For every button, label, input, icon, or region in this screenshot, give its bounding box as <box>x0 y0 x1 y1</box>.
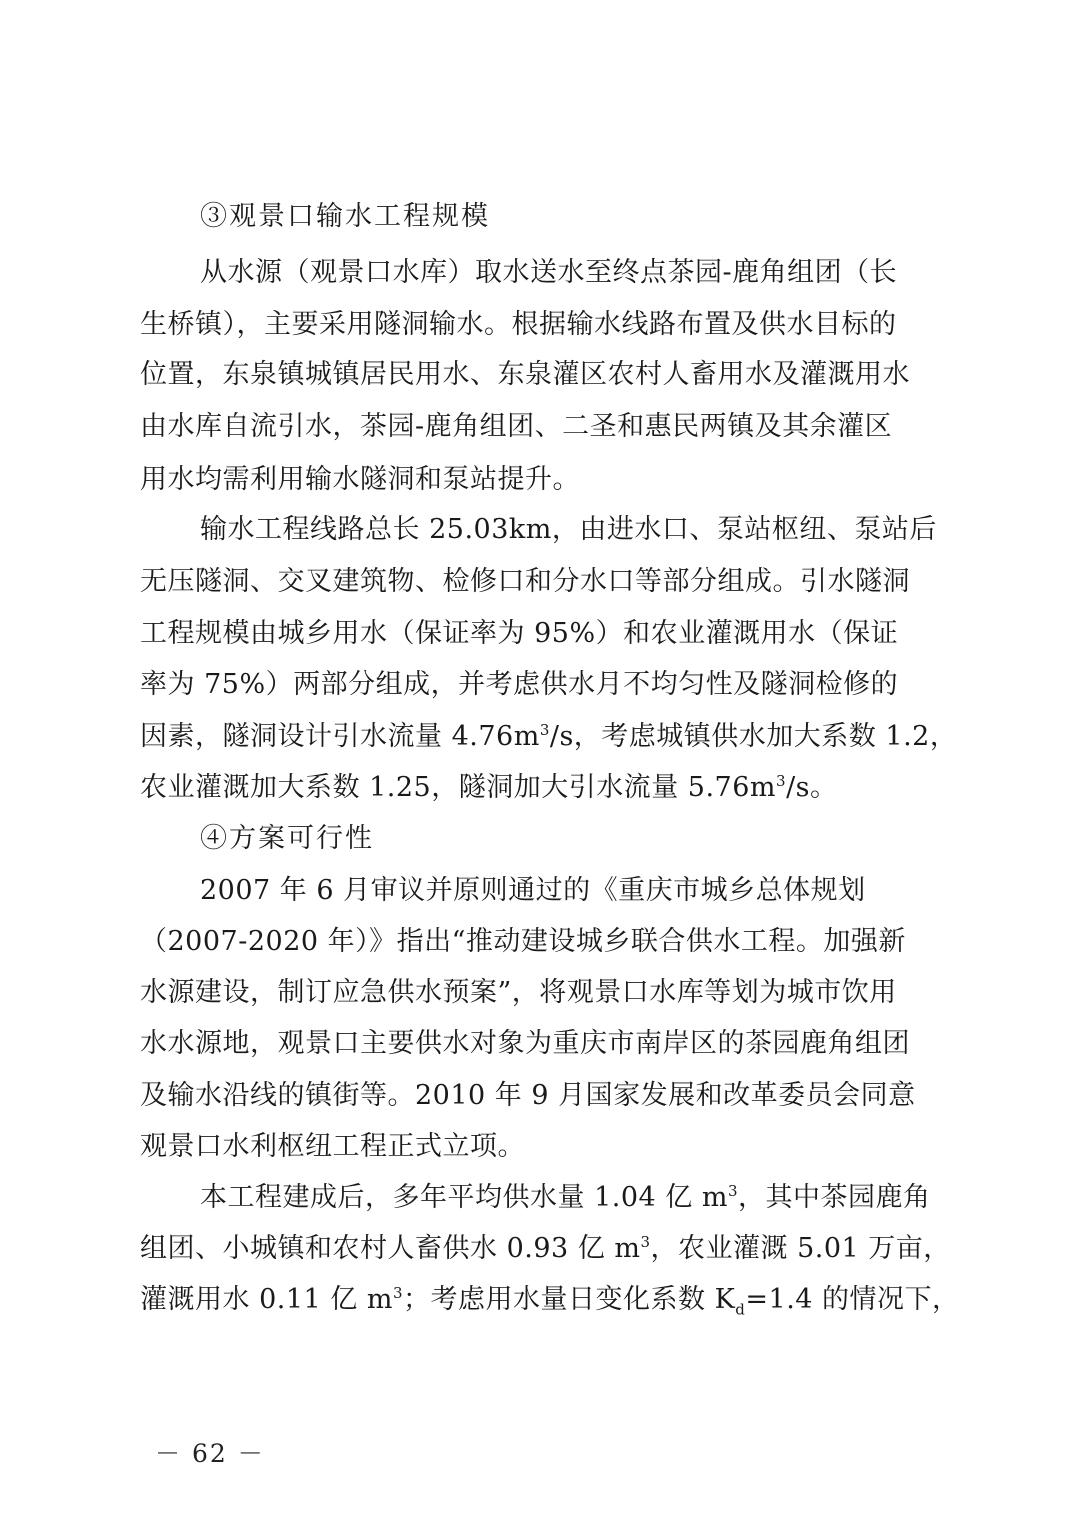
text-run: 因素，隧洞设计引水流量 4.76m <box>140 721 540 752</box>
paragraph-line: 水源建设，制订应急供水预案”，将观景口水库等划为城市饮用 <box>140 977 897 1008</box>
paragraph-line: 从水源（观景口水库）取水送水至终点茶园-鹿角组团（长 <box>200 257 898 288</box>
paragraph-line: 生桥镇），主要采用隧洞输水。根据输水线路布置及供水目标的 <box>140 309 897 340</box>
text-run: 组团、小城镇和农村人畜供水 0.93 亿 m <box>140 1233 641 1264</box>
paragraph-line: 无压隧洞、交叉建筑物、检修口和分水口等部分组成。引水隧洞 <box>140 566 910 597</box>
page-number: － 62 － <box>155 1439 265 1468</box>
paragraph-line: 观景口水利枢纽工程正式立项。 <box>140 1131 525 1162</box>
text-run: 本工程建成后，多年平均供水量 1.04 亿 m <box>200 1182 728 1213</box>
text-run: /s。 <box>786 772 838 803</box>
paragraph-line <box>140 768 935 808</box>
paragraph-line: 输水工程线路总长 25.03km，由进水口、泵站枢纽、泵站后 <box>200 514 937 545</box>
paragraph-line <box>140 1280 960 1320</box>
paragraph-line: 率为 75%）两部分组成，并考虑供水月不均匀性及隧洞检修的 <box>140 669 899 700</box>
paragraph-line: 及输水沿线的镇街等。2010 年 9 月国家发展和改革委员会同意 <box>140 1080 916 1111</box>
superscript: 3 <box>392 1284 404 1302</box>
paragraph-line <box>140 717 958 757</box>
text-run: ；考虑用水量日变化系数 K <box>403 1284 736 1315</box>
text-run: ，其中茶园鹿角 <box>738 1182 931 1213</box>
paragraph-line <box>140 1229 951 1269</box>
text-run: ，农业灌溉 5.01 万亩， <box>650 1233 951 1264</box>
superscript: 3 <box>640 1233 651 1251</box>
text-run: 农业灌溉加大系数 1.25，隧洞加大引水流量 5.76m <box>140 772 777 803</box>
paragraph-line: 2007 年 6 月审议并原则通过的《重庆市城乡总体规划 <box>200 875 866 906</box>
paragraph-line: 由水库自流引水，茶园-鹿角组团、二圣和惠民两镇及其余灌区 <box>140 411 893 442</box>
section-heading-4: ④方案可行性 <box>200 823 374 854</box>
subscript: d <box>735 1300 746 1319</box>
paragraph-line: 用水均需利用输水隧洞和泵站提升。 <box>140 464 580 495</box>
paragraph-line <box>200 1178 935 1218</box>
text-run: =1.4 的情况下， <box>745 1284 960 1315</box>
text-run: 灌溉用水 0.11 亿 m <box>140 1284 393 1315</box>
text-run: /s，考虑城镇供水加大系数 1.2， <box>549 721 958 752</box>
superscript: 3 <box>539 721 550 739</box>
section-heading-3: ③观景口输水工程规模 <box>200 201 490 232</box>
paragraph-line: 位置，东泉镇城镇居民用水、东泉灌区农村人畜用水及灌溉用水 <box>140 359 910 390</box>
paragraph-line: 水水源地，观景口主要供水对象为重庆市南岸区的茶园鹿角组团 <box>140 1028 910 1059</box>
superscript: 3 <box>776 772 787 790</box>
superscript: 3 <box>727 1182 739 1200</box>
paragraph-line: 工程规模由城乡用水（保证率为 95%）和农业灌溉用水（保证 <box>140 618 899 649</box>
paragraph-line: （2007-2020 年）》指出“推动建设城乡联合供水工程。加强新 <box>140 926 906 957</box>
